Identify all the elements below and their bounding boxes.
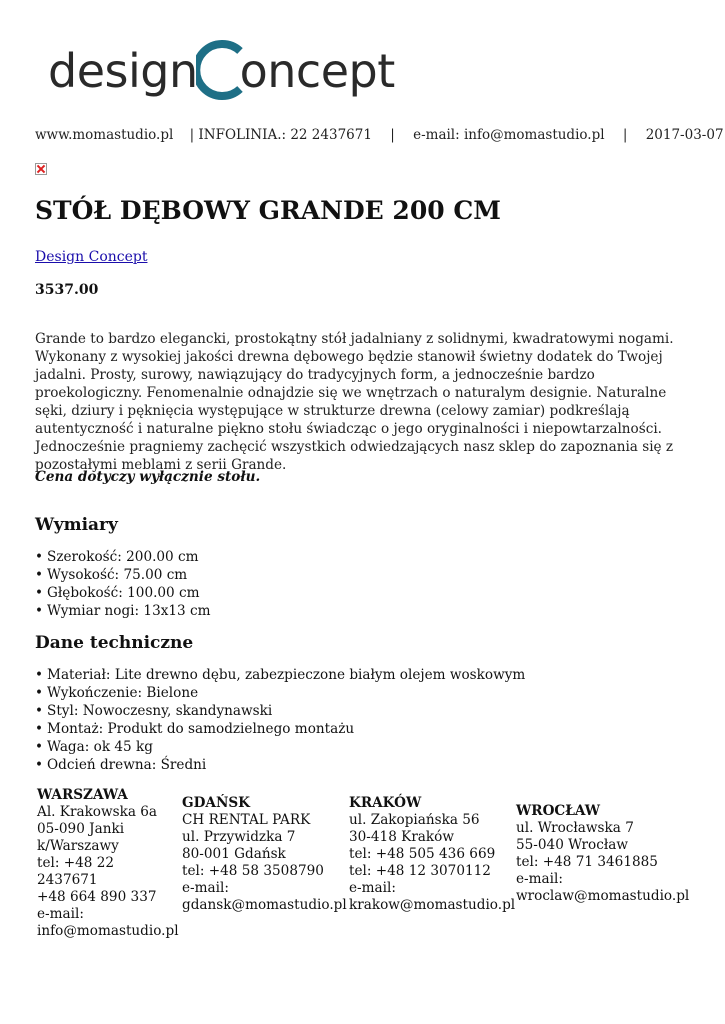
store-line: 05-090 Janki (37, 821, 125, 837)
store-name: GDAŃSK (182, 795, 251, 811)
store-line: +48 664 890 337 (37, 889, 157, 905)
hotline: | INFOLINIA.: 22 2437671 (189, 127, 372, 143)
store-line: 80-001 Gdańsk (182, 846, 286, 862)
separator: | (622, 127, 628, 143)
list-item: • Wymiar nogi: 13x13 cm (35, 602, 211, 620)
store-line: 55-040 Wrocław (516, 837, 628, 853)
store-krakow (349, 795, 516, 914)
list-item: • Wysokość: 75.00 cm (35, 566, 211, 584)
design-concept-logo (48, 38, 395, 104)
store-line: ul. Przywidzka 7 (182, 829, 296, 845)
store-line: tel: +48 58 3508790 (182, 863, 324, 879)
store-email[interactable]: krakow@momastudio.pl (349, 897, 516, 913)
store-line: k/Warszawy (37, 838, 119, 854)
store-line: ul. Wrocławska 7 (516, 820, 634, 836)
technical-heading: Dane techniczne (35, 633, 194, 653)
store-line: Al. Krakowska 6a (37, 804, 158, 820)
date: 2017-03-07 (645, 127, 724, 143)
price-note: Cena dotyczy wyłącznie stołu. (35, 469, 261, 485)
product-description: Grande to bardzo elegancki, prostokątny stół jadalniany z solidnymi, kwadratowymi nogami. Wykonany z wysokiej jakości drewna dębowego będzie stanowił świetny dodatek do Twojej jadalni. Prosty, surowy, nawiązujący do tradycyjnych form, a jednocześnie bardzo proekologiczny. Fenomenalnie odnajdzie się we wnętrzach o naturalym designie. Naturalne sęki, dziury i pęknięcia występujące w strukturze drewna (celowy zamiar) podkreślają autentyczność i naturalne piękno stołu świadcząc o jego oryginalności i niepowtarzalności. Jednocześnie pragniemy zachęcić wszystkich odwiedzających nasz sklep do zapoznania się z pozostałymi meblami z serii Grande. (35, 331, 674, 473)
store-gdansk (182, 795, 347, 914)
store-line: e-mail: (182, 880, 229, 896)
contact-bar (35, 127, 724, 143)
website-link[interactable]: www.momastudio.pl (35, 127, 174, 143)
store-name: KRAKÓW (349, 795, 422, 811)
list-item: • Materiał: Lite drewno dębu, zabezpieczone białym olejem woskowym (35, 666, 525, 684)
store-line: tel: +48 71 3461885 (516, 854, 658, 870)
store-line: CH RENTAL PARK (182, 812, 311, 828)
dimensions-heading: Wymiary (35, 515, 118, 535)
list-item: • Wykończenie: Bielone (35, 684, 525, 702)
store-name: WROCŁAW (516, 803, 601, 819)
list-item: • Głębokość: 100.00 cm (35, 584, 211, 602)
store-line: e-mail: (37, 906, 84, 922)
list-item: • Styl: Nowoczesny, skandynawski (35, 702, 525, 720)
store-name: WARSZAWA (37, 787, 128, 803)
store-line: tel: +48 505 436 669 (349, 846, 496, 862)
store-line: e-mail: (516, 871, 563, 887)
dimensions-list (35, 548, 211, 620)
logo-text-design: design (48, 44, 198, 98)
list-item: • Szerokość: 200.00 cm (35, 548, 211, 566)
brand-link[interactable]: Design Concept (35, 249, 148, 265)
store-warszawa (37, 787, 179, 940)
store-email[interactable]: wroclaw@momastudio.pl (516, 888, 690, 904)
product-price: 3537.00 (35, 282, 99, 298)
store-line: tel: +48 22 2437671 (37, 855, 115, 888)
list-item: • Waga: ok 45 kg (35, 738, 525, 756)
logo-text-oncept: oncept (239, 44, 395, 98)
broken-image-icon (35, 163, 47, 175)
store-email[interactable]: gdansk@momastudio.pl (182, 897, 347, 913)
list-item: • Montaż: Produkt do samodzielnego montażu (35, 720, 525, 738)
store-wroclaw (516, 803, 690, 905)
store-line: 30-418 Kraków (349, 829, 454, 845)
store-line: ul. Zakopiańska 56 (349, 812, 480, 828)
product-title: STÓŁ DĘBOWY GRANDE 200 CM (35, 196, 501, 225)
separator: | (390, 127, 395, 143)
store-email[interactable]: info@momastudio.pl (37, 923, 179, 939)
technical-list (35, 666, 525, 774)
store-line: e-mail: (349, 880, 396, 896)
logo-c-mark (196, 40, 246, 102)
store-line: tel: +48 12 3070112 (349, 863, 491, 879)
email-link[interactable]: e-mail: info@momastudio.pl (413, 127, 605, 143)
list-item: • Odcień drewna: Średni (35, 756, 525, 774)
